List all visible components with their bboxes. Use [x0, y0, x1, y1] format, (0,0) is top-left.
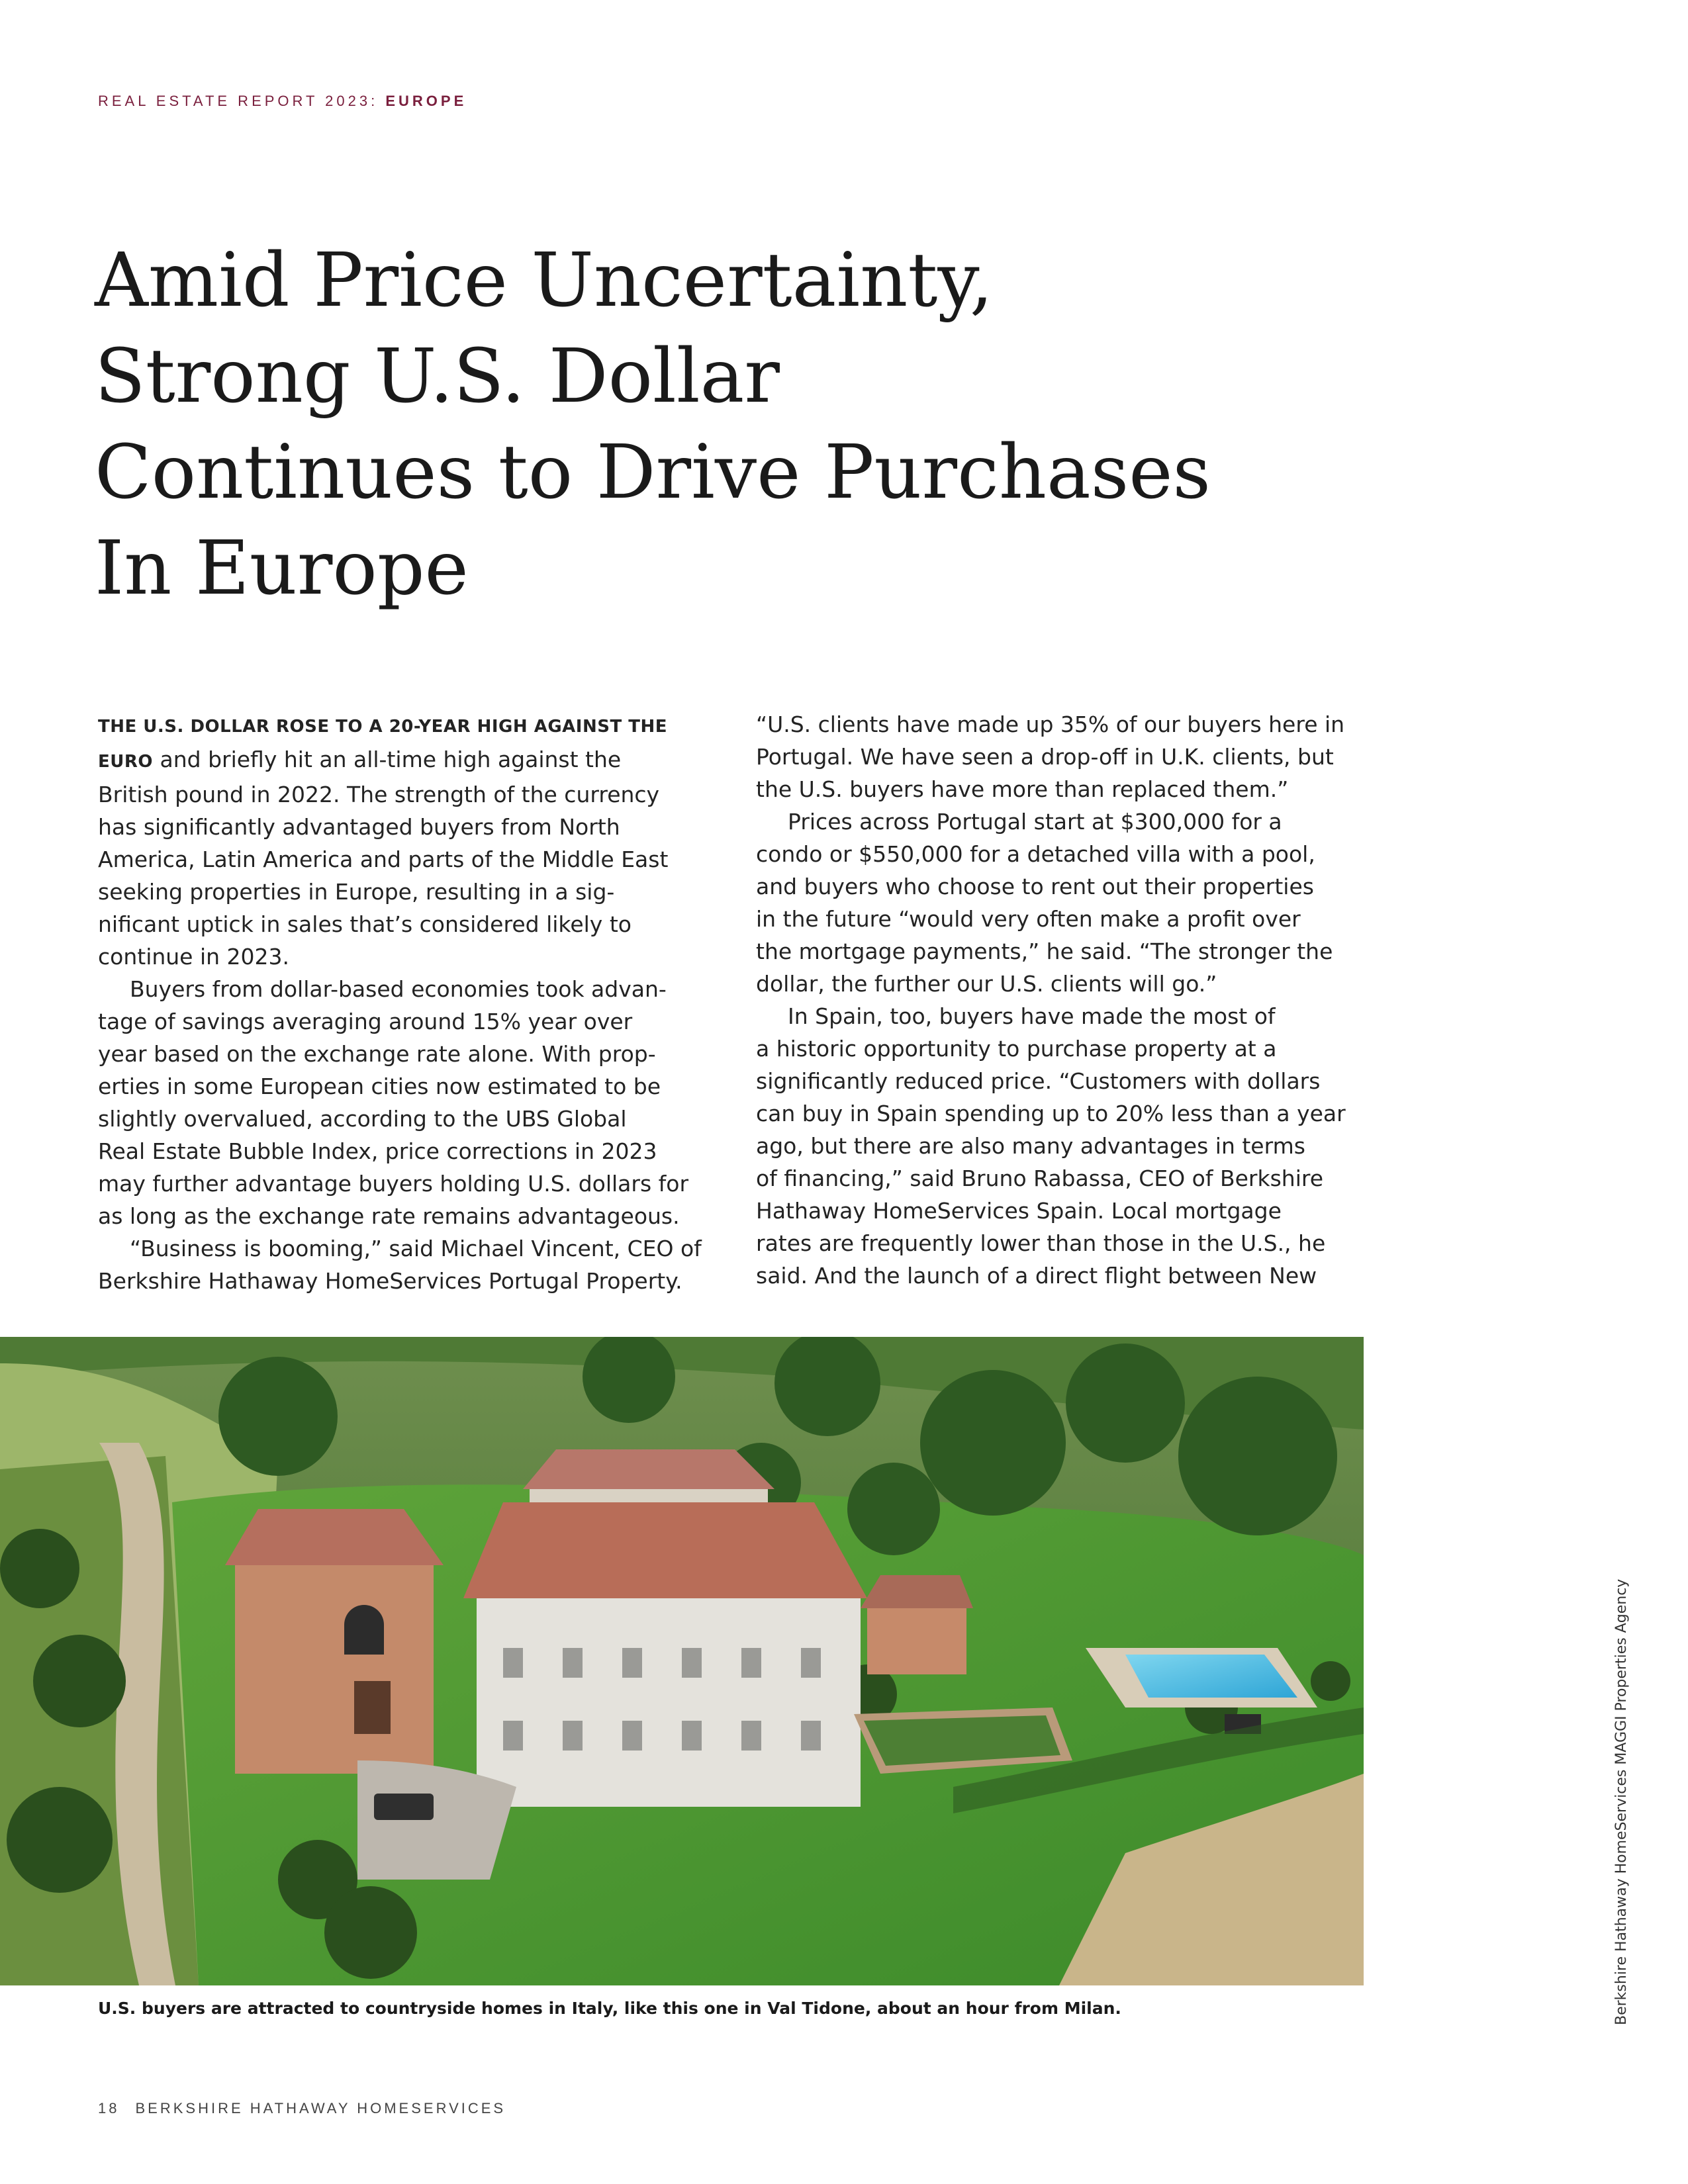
body-line: tage of savings averaging around 15% year over — [98, 1009, 633, 1034]
body-line: Real Estate Bubble Index, price corrections in 2023 — [98, 1138, 657, 1164]
lead-in — [98, 708, 717, 743]
body-line: In Spain, too, buyers have made the most of — [788, 1003, 1276, 1029]
headline-line: In Europe — [95, 525, 469, 612]
body-line: America, Latin America and parts of the Middle East — [98, 846, 669, 872]
body-line: of financing,” said Bruno Rabassa, CEO of Berkshire — [756, 1165, 1324, 1191]
kicker-prefix: REAL ESTATE REPORT 2023: — [98, 93, 386, 109]
kicker-section: EUROPE — [385, 93, 467, 109]
page-number: 18 — [98, 2100, 120, 2116]
body-line: rates are frequently lower than those in the U.S., he — [756, 1230, 1326, 1256]
body-line: erties in some European cities now estimated to be — [98, 1073, 661, 1099]
body-line: “Business is booming,” said Michael Vincent, CEO of — [130, 1236, 702, 1261]
article-headline — [95, 233, 1352, 617]
body-line: “U.S. clients have made up 35% of our buyers here in — [756, 711, 1345, 737]
photo-credit: Berkshire Hathaway HomeServices MAGGI Properties Agency — [1613, 1578, 1630, 2025]
villa-aerial-illustration — [0, 1337, 1364, 1985]
article-column-left — [98, 708, 717, 1297]
body-line: slightly overvalued, according to the UBS Global — [98, 1106, 627, 1132]
body-line: seeking properties in Europe, resulting in a sig- — [98, 879, 615, 905]
body-line: Berkshire Hathaway HomeServices Portugal Property. — [98, 1268, 682, 1294]
lead-in-caps: EURO — [98, 752, 153, 772]
body-line: the U.S. buyers have more than replaced them.” — [756, 776, 1289, 802]
body-line: dollar, the further our U.S. clients will go.” — [756, 971, 1217, 997]
body-line: the mortgage payments,” he said. “The stronger the — [756, 938, 1333, 964]
body-line: significantly reduced price. “Customers with dollars — [756, 1068, 1321, 1094]
body-line: as long as the exchange rate remains advantageous. — [98, 1203, 680, 1229]
body-line: and buyers who choose to rent out their properties — [756, 874, 1314, 899]
headline-line: Amid Price Uncertainty, — [95, 238, 994, 324]
headline-line: Strong U.S. Dollar — [95, 334, 780, 420]
body-line: condo or $550,000 for a detached villa with a pool, — [756, 841, 1315, 867]
body-line: continue in 2023. — [98, 944, 290, 970]
body-line: Prices across Portugal start at $300,000 for a — [788, 809, 1282, 835]
body-line: Buyers from dollar-based economies took advan- — [130, 976, 667, 1002]
photo-caption: U.S. buyers are attracted to countryside homes in Italy, like this one in Val Tidone, about an hour from Milan. — [98, 1999, 1121, 2018]
body-line: Portugal. We have seen a drop-off in U.K. clients, but — [756, 744, 1334, 770]
body-line: can buy in Spain spending up to 20% less than a year — [756, 1101, 1346, 1126]
body-line: may further advantage buyers holding U.S. dollars for — [98, 1171, 689, 1197]
body-line: Hathaway HomeServices Spain. Local mortgage — [756, 1198, 1282, 1224]
lead-in-caps: THE U.S. DOLLAR ROSE TO A 20-YEAR HIGH AGAINST THE — [98, 717, 667, 737]
headline-line: Continues to Drive Purchases — [95, 430, 1211, 516]
body-text: and briefly hit an all-time high against the — [153, 747, 622, 772]
body-line: a historic opportunity to purchase property at a — [756, 1036, 1277, 1062]
body-line: year based on the exchange rate alone. With prop- — [98, 1041, 656, 1067]
body-line: said. And the launch of a direct flight between New — [756, 1263, 1317, 1289]
body-line: has significantly advantaged buyers from North — [98, 814, 620, 840]
report-kicker — [98, 93, 467, 110]
body-line — [98, 743, 717, 778]
body-line: nificant uptick in sales that’s considered likely to — [98, 911, 632, 937]
body-line: British pound in 2022. The strength of the currency — [98, 782, 660, 807]
body-line: in the future “would very often make a profit over — [756, 906, 1301, 932]
villa-aerial-photo — [0, 1337, 1364, 1985]
page-footer — [98, 2100, 506, 2117]
publication-name: BERKSHIRE HATHAWAY HOMESERVICES — [135, 2100, 506, 2116]
body-line: ago, but there are also many advantages in terms — [756, 1133, 1305, 1159]
article-column-right — [756, 708, 1375, 1292]
